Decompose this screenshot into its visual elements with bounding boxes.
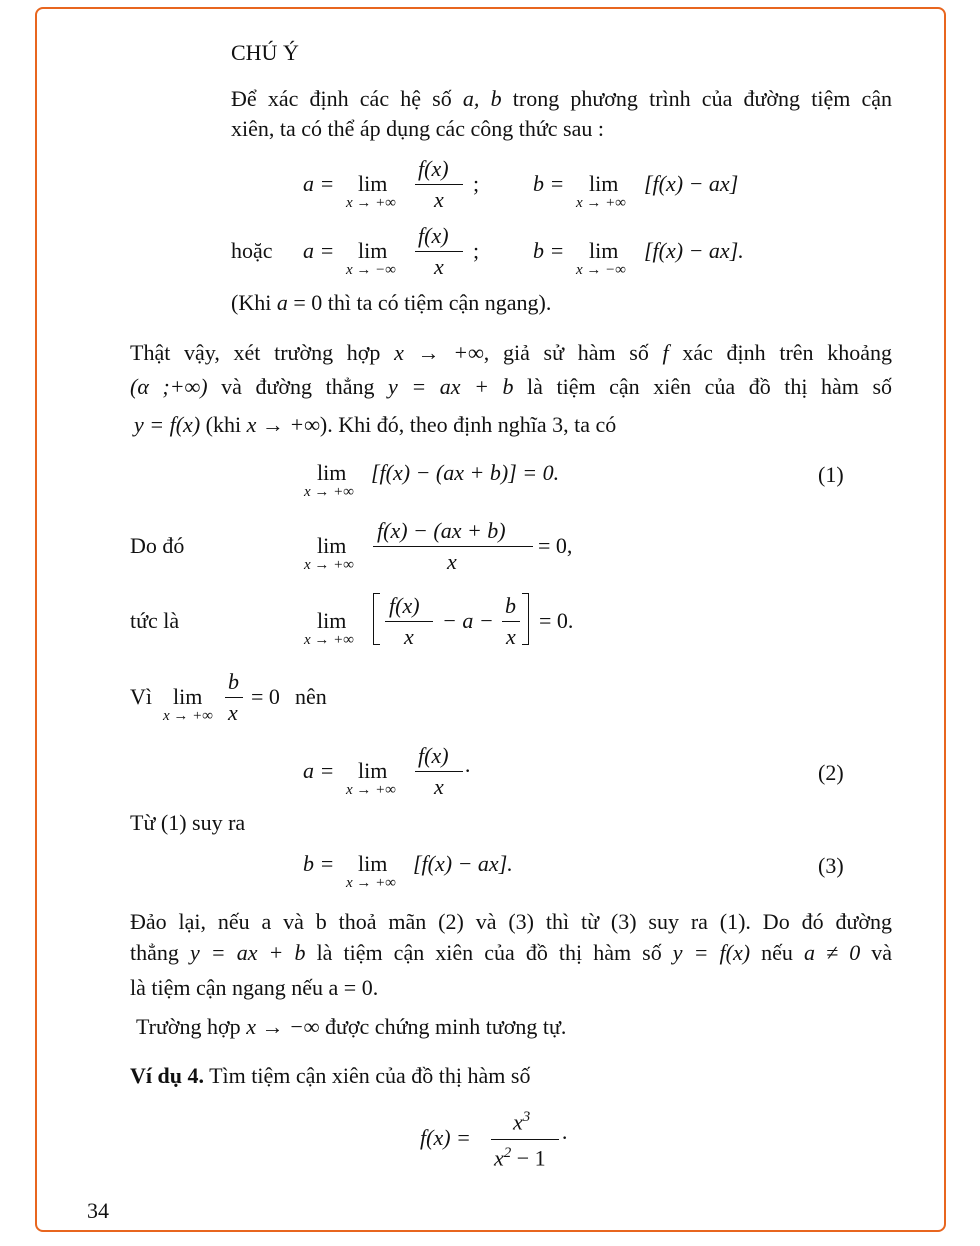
denominator-tail: − 1 bbox=[516, 1145, 546, 1171]
remark-text: = 0 thì ta có tiệm cận ngang). bbox=[293, 290, 552, 315]
fraction-line bbox=[502, 621, 520, 622]
proof-text: và đường thẳng bbox=[221, 374, 375, 399]
denominator-exponent: 2 bbox=[503, 1145, 512, 1161]
converse-line-3: là tiệm cận ngang nếu a = 0. bbox=[130, 975, 379, 1000]
or-word: hoặc bbox=[231, 238, 273, 263]
proof-math: x → +∞ bbox=[394, 340, 484, 365]
formula-b-lhs: b = bbox=[533, 171, 565, 196]
fraction-num: f(x) bbox=[418, 743, 449, 768]
denominator-base: x bbox=[494, 1145, 504, 1171]
proof-math: y = f(x) bbox=[134, 412, 201, 437]
note-text: trong phương trình của đường tiệm cận bbox=[512, 86, 893, 111]
lim: lim bbox=[358, 851, 388, 876]
proof-line-3 bbox=[134, 414, 616, 436]
lim: lim bbox=[589, 238, 619, 263]
other-case-line bbox=[136, 1016, 566, 1038]
formula-a-lhs: a = bbox=[303, 171, 335, 196]
fraction-line bbox=[415, 251, 463, 252]
proof-text: Thật vậy, xét trường hợp bbox=[130, 340, 381, 365]
example-lhs: f(x) = bbox=[420, 1125, 471, 1150]
converse-line-1: Đảo lại, nếu a và b thoả mãn (2) và (3) thì từ (3) suy ra (1). Do đó đường bbox=[130, 909, 892, 934]
lim: lim bbox=[358, 238, 388, 263]
fraction-den: x bbox=[404, 624, 414, 649]
fraction-num: f(x) bbox=[418, 156, 449, 181]
converse-math: y = ax + b bbox=[189, 940, 306, 965]
example-denominator bbox=[494, 1146, 546, 1169]
fraction-den: x bbox=[434, 774, 444, 799]
numerator-base: x bbox=[513, 1109, 523, 1135]
lim-subscript: x → +∞ bbox=[304, 632, 354, 648]
lim-subscript: x → +∞ bbox=[346, 782, 396, 798]
note-line-2: xiên, ta có thể áp dụng các công thức sau : bbox=[231, 116, 604, 141]
proof-math: f bbox=[662, 340, 669, 365]
minus-a-minus: − a − bbox=[442, 608, 494, 633]
semicolon: ; bbox=[473, 238, 480, 263]
converse-text: thẳng bbox=[130, 940, 179, 965]
note-vars: a, b bbox=[462, 86, 502, 111]
lim: lim bbox=[317, 608, 347, 633]
bracket-expression: [f(x) − ax]. bbox=[644, 238, 744, 263]
lim-subscript: x → +∞ bbox=[304, 557, 354, 573]
proof-text: (khi bbox=[205, 412, 242, 437]
note-text: Để xác định các hệ số bbox=[231, 86, 452, 111]
fraction-line bbox=[373, 546, 533, 547]
numerator-exponent: 3 bbox=[522, 1109, 531, 1125]
lim: lim bbox=[358, 758, 388, 783]
example-heading bbox=[130, 1065, 530, 1087]
left-bracket bbox=[373, 593, 380, 645]
equation-tail: = 0, bbox=[538, 533, 573, 558]
fraction-line bbox=[225, 697, 243, 698]
note-remark bbox=[231, 292, 551, 314]
proof-line-1 bbox=[130, 342, 892, 364]
fraction-line bbox=[385, 621, 433, 622]
proof-text: xác định trên khoảng bbox=[682, 340, 892, 365]
fraction-line bbox=[415, 771, 463, 772]
proof-text: , giả sử hàm số bbox=[483, 340, 649, 365]
fraction-num: b bbox=[228, 669, 239, 694]
other-case-math: x → −∞ bbox=[246, 1014, 320, 1039]
other-case-text: Trường hợp bbox=[136, 1014, 241, 1039]
fraction-num: b bbox=[505, 593, 516, 618]
bracket-expression: [f(x) − ax]. bbox=[413, 851, 513, 876]
converse-text: nếu bbox=[761, 940, 793, 965]
dot: · bbox=[464, 758, 472, 783]
note-line-1 bbox=[231, 88, 892, 110]
lim: lim bbox=[358, 171, 388, 196]
proof-math: (α ;+∞) bbox=[130, 374, 208, 399]
vi-label: Vì bbox=[130, 684, 152, 709]
lim: lim bbox=[317, 533, 347, 558]
equation-number-1: (1) bbox=[818, 462, 844, 487]
page-number: 34 bbox=[87, 1198, 109, 1223]
example-label: Ví dụ 4. bbox=[130, 1063, 204, 1088]
fraction-line bbox=[415, 184, 463, 185]
fraction-num: f(x) bbox=[389, 593, 420, 618]
lim: lim bbox=[173, 684, 203, 709]
equation-1-body: [f(x) − (ax + b)] = 0. bbox=[371, 460, 560, 485]
dot: · bbox=[561, 1125, 569, 1150]
remark-var: a bbox=[276, 290, 288, 315]
proof-math: x → +∞ bbox=[246, 412, 320, 437]
converse-line-2 bbox=[130, 942, 892, 964]
converse-text: và bbox=[871, 940, 893, 965]
fraction-num: f(x) bbox=[418, 223, 449, 248]
equals-zero: = 0 bbox=[251, 684, 280, 709]
lim-subscript: x → +∞ bbox=[576, 195, 626, 211]
lim: lim bbox=[589, 171, 619, 196]
lim-subscript: x → −∞ bbox=[346, 262, 396, 278]
lim-subscript: x → +∞ bbox=[346, 875, 396, 891]
formula-a-lhs: a = bbox=[303, 238, 335, 263]
fraction-den: x bbox=[434, 254, 444, 279]
proof-line-2 bbox=[130, 376, 892, 398]
converse-math: a ≠ 0 bbox=[803, 940, 861, 965]
lim-subscript: x → −∞ bbox=[576, 262, 626, 278]
proof-text: là tiệm cận xiên của đồ thị hàm số bbox=[527, 374, 893, 399]
bracket-expression: [f(x) − ax] bbox=[644, 171, 739, 196]
formula-a-lhs: a = bbox=[303, 758, 335, 783]
formula-b-lhs: b = bbox=[303, 851, 335, 876]
lim-subscript: x → +∞ bbox=[346, 195, 396, 211]
other-case-text: được chứng minh tương tự. bbox=[324, 1014, 567, 1039]
fraction-num: f(x) − (ax + b) bbox=[377, 518, 506, 543]
proof-math: y = ax + b bbox=[388, 374, 514, 399]
equation-number-2: (2) bbox=[818, 760, 844, 785]
example-numerator bbox=[513, 1110, 530, 1133]
example-text: Tìm tiệm cận xiên của đồ thị hàm số bbox=[209, 1063, 531, 1088]
tu-1-label: Từ (1) suy ra bbox=[130, 810, 246, 835]
tuc-la-label: tức là bbox=[130, 608, 180, 633]
lim-subscript: x → +∞ bbox=[163, 708, 213, 724]
nen-label: nên bbox=[295, 684, 327, 709]
fraction-den: x bbox=[447, 549, 457, 574]
lim: lim bbox=[317, 460, 347, 485]
equation-number-3: (3) bbox=[818, 853, 844, 878]
fraction-den: x bbox=[434, 187, 444, 212]
semicolon: ; bbox=[473, 171, 480, 196]
fraction-den: x bbox=[506, 624, 516, 649]
formula-b-lhs: b = bbox=[533, 238, 565, 263]
fraction-den: x bbox=[228, 700, 238, 725]
remark-text: (Khi bbox=[231, 290, 272, 315]
right-bracket bbox=[522, 593, 529, 645]
note-title: CHÚ Ý bbox=[231, 40, 299, 65]
fraction-line bbox=[491, 1139, 559, 1140]
proof-text: ). Khi đó, theo định nghĩa 3, ta có bbox=[319, 412, 617, 437]
converse-math: y = f(x) bbox=[672, 940, 751, 965]
equation-tail: = 0. bbox=[539, 608, 574, 633]
converse-text: là tiệm cận xiên của đồ thị hàm số bbox=[316, 940, 662, 965]
do-do-label: Do đó bbox=[130, 533, 185, 558]
lim-subscript: x → +∞ bbox=[304, 484, 354, 500]
